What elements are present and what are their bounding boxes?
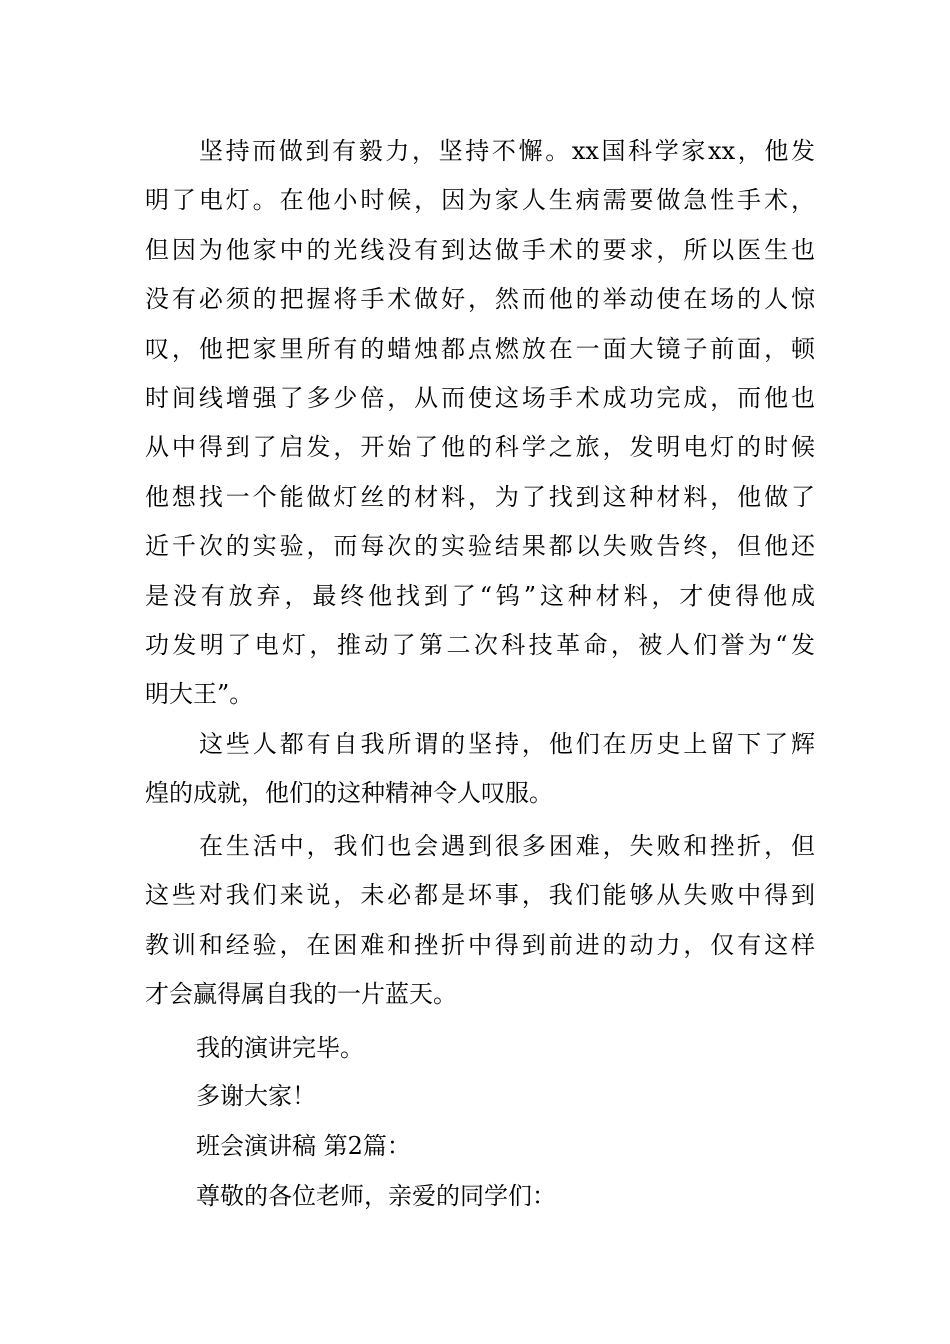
paragraph-line: 没有必须的把握将手术做好，然而他的举动使在场的人惊: [145, 285, 815, 314]
thanks-line: 多谢大家！: [196, 1082, 316, 1110]
paragraph-line: 但因为他家中的光线没有到达做手术的要求，所以医生也: [145, 235, 815, 264]
paragraph-line: 时间线增强了多少倍，从而使这场手术成功完成，而他也: [145, 384, 815, 413]
greeting-line: 尊敬的各位老师，亲爱的同学们：: [196, 1182, 556, 1210]
paragraph-line: 明大王”。: [145, 680, 254, 709]
paragraph-line: 叹，他把家里所有的蜡烛都点燃放在一面大镜子前面，顿: [145, 334, 815, 363]
paragraph-line: 功发明了电灯，推动了第二次科技革命，被人们誉为“发: [145, 631, 815, 660]
paragraph-line: 坚持而做到有毅力，坚持不懈。xx国科学家xx，他发: [199, 137, 815, 165]
paragraph-line: 教训和经验，在困难和挫折中得到前进的动力，仅有这样: [145, 930, 815, 959]
section-title: 班会演讲稿 第2篇：: [196, 1132, 411, 1160]
paragraph-line: 煌的成就，他们的这种精神令人叹服。: [145, 779, 553, 808]
paragraph-line: 在生活中，我们也会遇到很多困难，失败和挫折，但: [199, 832, 815, 860]
paragraph-line: 这些人都有自我所谓的坚持，他们在历史上留下了辉: [199, 730, 815, 758]
paragraph-line: 近千次的实验，而每次的实验结果都以失败告终，但他还: [145, 532, 815, 561]
paragraph-3: [145, 822, 815, 1020]
paragraph-line: 明了电灯。在他小时候，因为家人生病需要做急性手术，: [145, 186, 815, 215]
paragraph-line: 是没有放弃，最终他找到了“钨”这种材料，才使得他成: [145, 581, 815, 610]
paragraph-line: 这些对我们来说，未必都是坏事，我们能够从失败中得到: [145, 881, 815, 910]
paragraph-1: [145, 127, 815, 720]
paragraph-2: [145, 720, 815, 819]
paragraph-line: 从中得到了启发，开始了他的科学之旅，发明电灯的时候: [145, 433, 815, 462]
paragraph-line: 他想找一个能做灯丝的材料，为了找到这种材料，他做了: [145, 482, 815, 511]
paragraph-line: 才会赢得属自我的一片蓝天。: [145, 980, 457, 1009]
closing-line: 我的演讲完毕。: [196, 1034, 364, 1062]
